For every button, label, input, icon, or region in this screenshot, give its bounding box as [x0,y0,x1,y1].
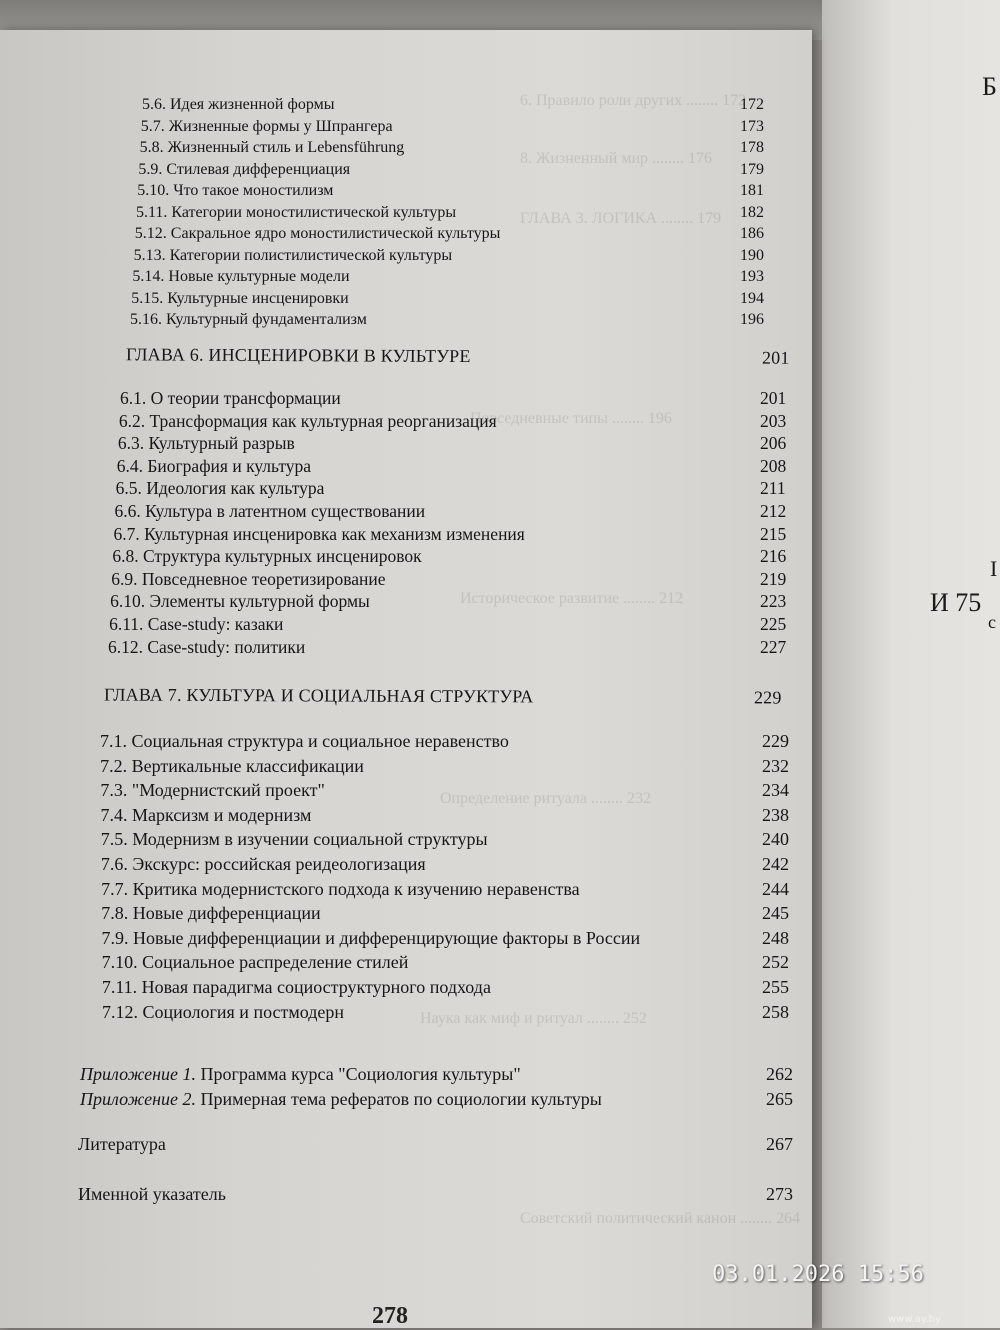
toc-entry-page: 245 [761,903,789,924]
toc-entry-page: 172 [740,96,764,113]
toc-entry [116,455,787,477]
toc-entry-label: 7.8. Новые дифференциации [101,903,321,924]
toc-entry-label: 5.16. Культурный фундаментализм [130,311,367,328]
toc-entry [111,568,787,590]
toc-entry-page: 227 [760,636,787,657]
toc-entry [130,311,764,329]
appendix-prefix: Приложение 2. [80,1089,197,1109]
toc-entry-label: 6.10. Элементы культурной формы [110,591,370,612]
toc-entry-page: 242 [761,854,789,874]
toc-entry-label: 5.15. Культурные инсценировки [131,289,349,307]
toc-entry-page: 201 [760,388,787,408]
toc-entry [138,160,764,179]
toc-entry [109,614,787,635]
toc-entry-label: 5.9. Стилевая дифференциация [138,160,351,178]
toc-entry-page: 203 [759,410,787,431]
toc-entry-page: 232 [761,755,789,776]
toc-entry [101,927,789,949]
toc-entry [133,246,764,265]
bleed-through-text: 6. Правило роли других ........ 172 [520,92,747,109]
toc-entry-page: 244 [761,878,789,899]
literature-entry [78,1134,793,1155]
toc-entry-label: 7.12. Социология и постмодерн [102,1001,345,1022]
toc-entry-page: 186 [739,225,764,242]
toc-entry-label: 5.12. Сакральное ядро моностилистической культуры [134,225,501,242]
toc-entry [134,225,764,243]
chapter-page: 201 [761,347,790,368]
toc-entry [100,755,789,777]
chapter-title: ГЛАВА 7. КУЛЬТУРА И СОЦИАЛЬНАЯ СТРУКТУРА [103,684,534,707]
right-page-mid-letter: I [990,556,998,581]
right-page-code: И 75 [930,588,982,617]
page-number: 278 [372,1303,408,1329]
toc-entry-label: 5.8. Жизненный стиль и Lebensführung [139,139,405,156]
toc-entry [112,546,787,567]
bleed-through-text: Определение ритуала ........ 232 [440,790,652,807]
toc-entry [101,952,789,973]
toc-entry-page: 223 [759,591,787,612]
right-page-letter: Б [982,72,997,101]
toc-entry-label: 7.2. Вертикальные классификации [100,755,364,776]
appendix-page: 265 [766,1089,793,1109]
toc-entry-label: 7.4. Марксизм и модернизм [100,804,312,825]
bleed-through-text: Повседневные типы ........ 196 [470,410,672,427]
toc-entry-page: 234 [761,780,789,801]
bleed-through-text: ГЛАВА 3. ЛОГИКА ........ 179 [520,210,722,227]
toc-entry-page: 190 [739,246,764,264]
toc-entry-label: 7.10. Социальное распределение стилей [101,952,409,973]
literature-page: 267 [766,1134,793,1154]
toc-entry-page: 219 [759,568,787,589]
toc-entry-label: 6.12. Case-study: политики [108,636,306,657]
index-page: 273 [766,1184,793,1204]
appendix-2 [80,1089,793,1110]
literature-label: Литература [78,1134,166,1154]
appendix-title: Примерная тема рефератов по социологии культуры [196,1089,602,1109]
toc-entry [100,804,789,826]
toc-entry-page: 196 [740,311,764,328]
toc-entry-page: 248 [761,927,789,948]
toc-entry-page: 255 [761,977,789,997]
toc-entry [120,388,787,409]
appendix-title: Программа курса "Социология культуры" [196,1064,521,1084]
toc-entry-label: 6.3. Культурный разрыв [117,433,295,454]
toc-entry-page: 211 [759,478,786,499]
toc-entry-page: 258 [762,1001,789,1022]
toc-entry-page: 238 [761,804,789,825]
appendix-page: 262 [766,1064,793,1084]
toc-entry-label: 5.6. Идея жизненной формы [142,96,335,113]
chapter-page: 229 [753,687,782,708]
toc-entry [100,829,789,850]
toc-entry-label: 7.5. Модернизм в изучении социальной структуры [100,829,488,850]
toc-entry [101,878,789,900]
toc-entry-page: 215 [759,523,787,544]
toc-entry-label: 6.11. Case-study: казаки [109,614,284,634]
toc-entry-page: 179 [739,160,764,178]
bleed-through-text: Историческое развитие ........ 212 [460,590,684,607]
toc-entry-page: 216 [759,546,787,567]
toc-entry-label: 5.7. Жизненные формы у Шпрангера [140,117,393,135]
toc-entry [100,854,789,875]
toc-entry-page: 173 [739,117,764,135]
chapter-title: ГЛАВА 6. ИНСЦЕНИРОВКИ В КУЛЬТУРЕ [125,344,471,367]
toc-entry-label: 7.7. Критика модернистского подхода к изучению неравенства [101,878,580,899]
chapter-7-heading [104,685,780,709]
bleed-through-text: Советский политический канон ........ 264 [520,1210,801,1227]
toc-entry-label: 7.1. Социальная структура и социальное неравенство [100,731,509,751]
toc-entry-page: 178 [739,139,764,156]
toc-entry-label: 5.13. Категории полистилистической культуры [133,246,453,264]
toc-entry [137,182,764,200]
toc-entry-page: 212 [759,501,787,521]
toc-entry-label: 6.5. Идеология как культура [115,478,325,499]
toc-entry-page: 193 [739,268,764,285]
toc-entry-label: 7.9. Новые дифференциации и дифференцирующие факторы в России [101,927,641,948]
toc-entry-label: 5.14. Новые культурные модели [132,268,350,285]
toc-entry [131,289,764,308]
appendix-prefix: Приложение 1. [80,1064,197,1084]
toc-entry-label: 6.6. Культура в латентном существовании [114,501,426,521]
toc-entry-page: 194 [739,289,764,307]
appendix-1 [80,1064,793,1085]
toc-entry [113,523,787,545]
toc-entry-label: 6.7. Культурная инсценировка как механизм изменения [113,523,525,544]
chapter-6-heading [125,344,790,368]
toc-entry-label: 7.11. Новая парадигма социоструктурного подхода [101,977,491,997]
toc-entry-label: 6.9. Повседневное теоретизирование [111,568,386,589]
toc-entry [100,731,789,752]
toc-entry [101,903,789,924]
toc-entry-label: 6.2. Трансформация как культурная реорганизация [118,410,497,431]
toc-entry-page: 225 [759,614,787,634]
toc-entry-label: 6.1. О теории трансформации [120,388,341,408]
right-page-small: с [988,612,996,632]
toc-entry [132,268,764,286]
toc-entry [108,636,787,658]
toc-entry-page: 206 [759,433,787,454]
toc-entry-label: 5.11. Категории моностилистической культуры [136,203,457,221]
toc-entry-page: 240 [761,829,789,850]
right-page [822,0,1000,1328]
bleed-through-text: Наука как миф и ритуал ........ 252 [420,1010,647,1027]
toc-entry-label: 5.10. Что такое моностилизм [137,182,334,199]
toc-entry-page: 229 [762,731,789,751]
bleed-through-text: 8. Жизненный мир ........ 176 [520,150,713,167]
toc-entry-label: 6.4. Биография и культура [116,455,312,476]
toc-entry-label: 7.6. Экскурс: российская реидеологизация [100,854,426,874]
toc-entry-label: 6.8. Структура культурных инсценировок [112,546,422,567]
toc-entry [117,433,787,454]
toc-entry [140,117,764,136]
toc-entry-page: 182 [740,203,764,221]
toc-entry [115,478,786,499]
watermark: www.ay.by [888,1314,941,1325]
toc-entry-page: 181 [739,182,764,199]
index-entry [78,1184,793,1205]
toc-entry [139,139,764,157]
toc-entry-label: 7.3. "Модернистский проект" [100,780,325,801]
toc-entry-page: 208 [759,455,787,476]
toc-entry [101,977,789,998]
toc-entry-page: 252 [761,952,789,973]
photo-timestamp: 03.01.2026 15:56 [712,1262,924,1287]
index-label: Именной указатель [78,1184,226,1204]
toc-entry [114,501,787,522]
